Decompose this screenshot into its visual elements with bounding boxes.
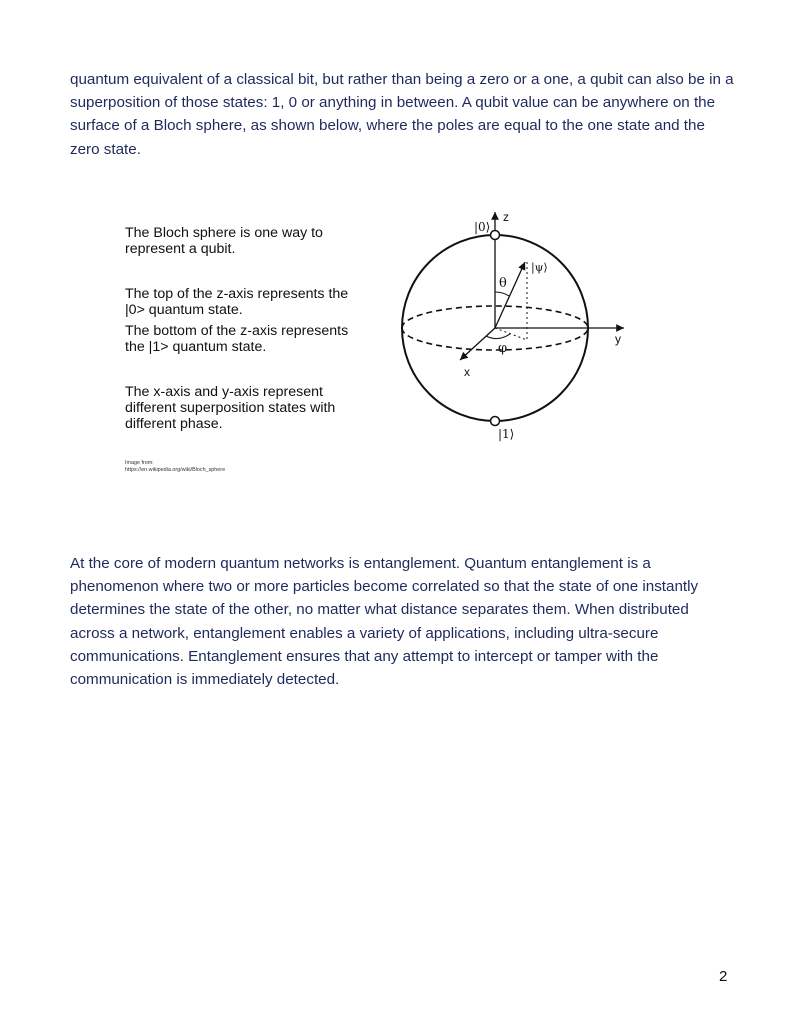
psi-label: |ψ⟩ (531, 261, 548, 274)
z-axis-label: z (503, 210, 509, 224)
phi-arc (486, 334, 510, 339)
figure-caption-bottom: The bottom of the z-axis represents the |1> quantum state. (125, 323, 349, 355)
pole-one-marker (491, 417, 500, 426)
theta-arc (495, 292, 509, 296)
pole-zero-marker (491, 231, 500, 240)
ket-one-label: |1⟩ (498, 427, 515, 441)
x-axis (460, 328, 495, 360)
figure-caption-top: The top of the z-axis represents the |0> quantum state. (125, 286, 349, 318)
intro-paragraph: quantum equivalent of a classical bit, but rather than being a zero or a one, a qubit can also be in a superposition of those states: 1, 0 or anything in between. A qubit value can be anywhere on the surface of a Bloch sphere, as shown below, where the poles are equal to the one state and the zero state. (70, 71, 734, 158)
image-credit (125, 460, 285, 474)
entanglement-paragraph: At the core of modern quantum networks is entanglement. Quantum entanglement is a phenomenon where two or more particles become correlated so that the state of one instantly determines the state of the other, no matter what distance separates them. When distributed across a network, entanglement enables a variety of applications, including ultra-secure communications. Entanglement ensures that any attempt to intercept or tamper with the communication is immediately detected. (70, 555, 699, 689)
image-credit-label: Image from: (125, 460, 154, 466)
ket-zero-label: |0⟩ (474, 220, 491, 234)
theta-label: θ (499, 276, 507, 291)
figure-caption-axes: The x-axis and y-axis represent different superposition states with different phase. (125, 384, 336, 432)
phi-label: φ (498, 341, 508, 356)
page-number: 2 (719, 968, 728, 985)
psi-vector (495, 262, 525, 328)
image-credit-url: https://en.wikipedia.org/wiki/Bloch_sphere (125, 467, 226, 473)
bloch-sphere-diagram (390, 200, 640, 450)
y-axis-label: y (615, 332, 621, 346)
figure-caption-bloch: The Bloch sphere is one way to represent a qubit. (125, 225, 323, 257)
x-axis-label: x (464, 365, 470, 379)
